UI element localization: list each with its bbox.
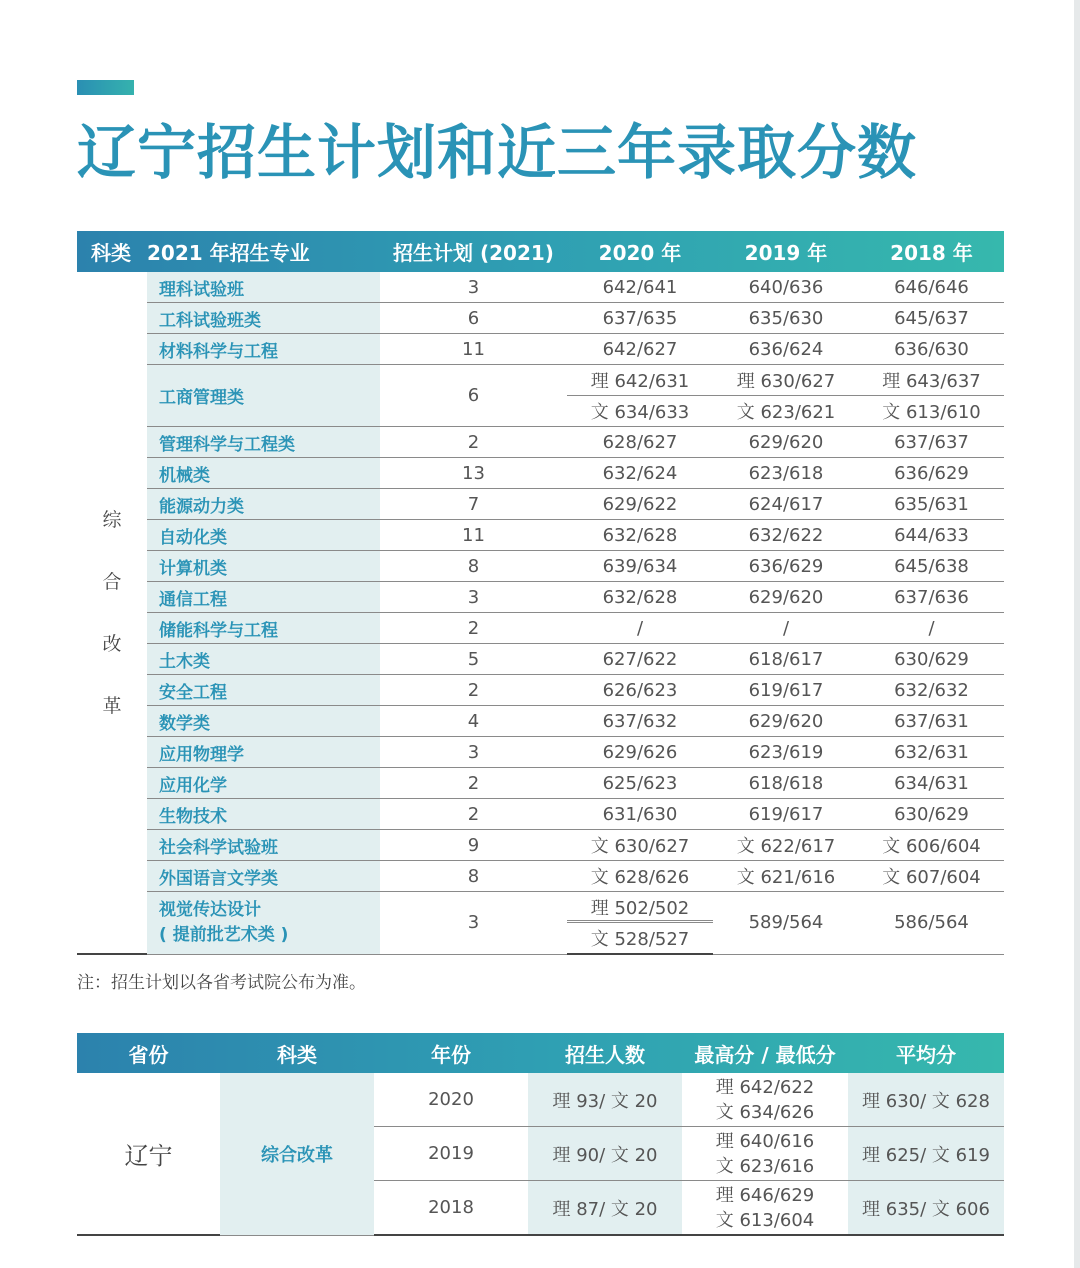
- page-title: 辽宁招生计划和近三年录取分数: [77, 118, 918, 187]
- header-2018: 2018 年: [890, 241, 973, 265]
- table-row: [77, 272, 1004, 303]
- major-name: 土木类: [147, 644, 380, 675]
- major-name-line2: ( 提前批艺术类 ): [159, 924, 289, 945]
- score-2018: 586/564: [859, 892, 1004, 955]
- score-2018: 636/630: [859, 334, 1004, 365]
- score-2019: 618/618: [713, 768, 859, 799]
- average-cell: 理 635/ 文 606: [848, 1181, 1004, 1236]
- major-name: 应用物理学: [147, 737, 380, 768]
- plan-count: 6: [380, 365, 567, 427]
- max-score: 理 640/616: [715, 1130, 815, 1152]
- category-cell: [77, 272, 147, 954]
- score-2019: 629/620: [713, 706, 859, 737]
- score-2019: 619/617: [713, 799, 859, 830]
- plan-count: 11: [380, 520, 567, 551]
- major-name: 生物技术: [147, 799, 380, 830]
- score-2020: 629/626: [567, 737, 713, 768]
- table-row: [77, 830, 1004, 861]
- score-2020-science: [567, 892, 713, 923]
- score-2020: 637/635: [567, 303, 713, 334]
- score-2019: 623/618: [713, 458, 859, 489]
- major-name: 工科试验班类: [147, 303, 380, 334]
- page-edge: [1074, 0, 1080, 1268]
- score-2020: 文 628/626: [567, 861, 713, 892]
- score-2018: 文 607/604: [859, 861, 1004, 892]
- score-2019: 文 621/616: [713, 861, 859, 892]
- score-2020: 642/627: [567, 334, 713, 365]
- max-min-cell: [682, 1181, 848, 1236]
- average-cell: 理 625/ 文 619: [848, 1127, 1004, 1181]
- score-2020: 627/622: [567, 644, 713, 675]
- score-2020: 642/641: [567, 272, 713, 303]
- category-char: 综: [102, 508, 122, 531]
- score-2019: 623/619: [713, 737, 859, 768]
- table-row: [77, 427, 1004, 458]
- header-max-min: 最高分 / 最低分: [694, 1042, 836, 1067]
- score-2020-science-value: 理 502/502: [567, 894, 713, 921]
- score-2019: 589/564: [713, 892, 859, 955]
- table-row: [77, 613, 1004, 644]
- min-score: 文 613/604: [715, 1209, 815, 1231]
- score-2019: 636/624: [713, 334, 859, 365]
- table-row: [77, 892, 1004, 923]
- major-name: 储能科学与工程: [147, 613, 380, 644]
- header-2019: 2019 年: [744, 241, 828, 265]
- plan-count: 3: [380, 582, 567, 613]
- table-row: [77, 799, 1004, 830]
- table-row: [77, 303, 1004, 334]
- table-row: [77, 706, 1004, 737]
- score-2018: 637/631: [859, 706, 1004, 737]
- header-major: 2021 年招生专业: [147, 241, 310, 265]
- major-name-line1: 视觉传达设计: [159, 899, 261, 920]
- max-min-cell: [682, 1073, 848, 1127]
- score-2018: 646/646: [859, 272, 1004, 303]
- year-cell: 2018: [374, 1181, 528, 1236]
- table-row: [77, 365, 1004, 396]
- header-plan: 招生计划 (2021): [393, 241, 554, 265]
- table-row: [77, 458, 1004, 489]
- table-row: [77, 768, 1004, 799]
- table-row: [77, 737, 1004, 768]
- score-2018: 636/629: [859, 458, 1004, 489]
- title-accent-bar: [77, 80, 134, 95]
- plan-count: 6: [380, 303, 567, 334]
- score-2018: 635/631: [859, 489, 1004, 520]
- score-2018: 文 606/604: [859, 830, 1004, 861]
- table-row: [77, 489, 1004, 520]
- max-score: 理 646/629: [715, 1184, 815, 1206]
- category-char: 合: [102, 570, 122, 593]
- major-name: 社会科学试验班: [147, 830, 380, 861]
- score-2019-science: 理 630/627: [713, 365, 859, 396]
- table-header-row: [77, 1033, 1004, 1073]
- max-score: 理 642/622: [715, 1076, 815, 1098]
- score-2019: 640/636: [713, 272, 859, 303]
- plan-count: 8: [380, 551, 567, 582]
- score-2018: 637/637: [859, 427, 1004, 458]
- score-2018: /: [859, 613, 1004, 644]
- score-2020: 637/632: [567, 706, 713, 737]
- score-2020: /: [567, 613, 713, 644]
- min-score: 文 623/616: [715, 1155, 815, 1177]
- year-cell: 2019: [374, 1127, 528, 1181]
- major-name: 工商管理类: [147, 365, 380, 427]
- plan-count: 2: [380, 799, 567, 830]
- score-2018: 645/637: [859, 303, 1004, 334]
- header-average: 平均分: [896, 1042, 956, 1067]
- plan-count: 3: [380, 737, 567, 768]
- score-2018: 632/632: [859, 675, 1004, 706]
- count-cell: 理 87/ 文 20: [528, 1181, 682, 1236]
- table-header-row: [77, 231, 1004, 272]
- major-name: 计算机类: [147, 551, 380, 582]
- major-name: 能源动力类: [147, 489, 380, 520]
- plan-count: 2: [380, 613, 567, 644]
- major-name: 通信工程: [147, 582, 380, 613]
- plan-count: 2: [380, 427, 567, 458]
- category-cell: 综合改革: [220, 1073, 374, 1235]
- table-row: [77, 551, 1004, 582]
- score-2018: 630/629: [859, 644, 1004, 675]
- score-2019: 文 622/617: [713, 830, 859, 861]
- table-row: [77, 644, 1004, 675]
- score-2018: 632/631: [859, 737, 1004, 768]
- score-2019: 629/620: [713, 427, 859, 458]
- score-2019: 635/630: [713, 303, 859, 334]
- header-year: 年份: [431, 1042, 471, 1067]
- max-min-cell: [682, 1127, 848, 1181]
- score-2020: 639/634: [567, 551, 713, 582]
- score-2018-arts: 文 613/610: [859, 396, 1004, 427]
- min-score: 文 634/626: [715, 1101, 815, 1123]
- score-2018-science: 理 643/637: [859, 365, 1004, 396]
- table-row: [77, 675, 1004, 706]
- average-cell: 理 630/ 文 628: [848, 1073, 1004, 1127]
- score-2020: 632/628: [567, 520, 713, 551]
- score-2019: 618/617: [713, 644, 859, 675]
- score-2019-arts: 文 623/621: [713, 396, 859, 427]
- plan-count: 2: [380, 768, 567, 799]
- score-2020: 625/623: [567, 768, 713, 799]
- major-name: 外国语言文学类: [147, 861, 380, 892]
- category-char: 改: [102, 632, 122, 655]
- category-char: 革: [102, 694, 122, 717]
- major-name: 材料科学与工程: [147, 334, 380, 365]
- admission-plan-table: [77, 231, 1004, 955]
- admission-summary-table: [77, 1033, 1004, 1236]
- header-category: 科类: [91, 241, 131, 265]
- plan-count: 2: [380, 675, 567, 706]
- major-name: 自动化类: [147, 520, 380, 551]
- score-2018: 630/629: [859, 799, 1004, 830]
- count-cell: 理 90/ 文 20: [528, 1127, 682, 1181]
- plan-count: 11: [380, 334, 567, 365]
- score-2019: 619/617: [713, 675, 859, 706]
- score-2019: 624/617: [713, 489, 859, 520]
- header-2020: 2020 年: [598, 241, 682, 265]
- table-row: [77, 334, 1004, 365]
- major-name: 管理科学与工程类: [147, 427, 380, 458]
- score-2020-science: 理 642/631: [567, 365, 713, 396]
- table-row: [77, 520, 1004, 551]
- plan-count: 5: [380, 644, 567, 675]
- score-2020: 632/628: [567, 582, 713, 613]
- score-2019: 632/622: [713, 520, 859, 551]
- score-2020: 631/630: [567, 799, 713, 830]
- score-2018: 644/633: [859, 520, 1004, 551]
- score-2019: /: [713, 613, 859, 644]
- header-province: 省份: [128, 1042, 169, 1067]
- year-cell: 2020: [374, 1073, 528, 1127]
- province-cell: 辽宁: [77, 1073, 220, 1235]
- plan-count: 8: [380, 861, 567, 892]
- score-2019: 636/629: [713, 551, 859, 582]
- score-2018: 634/631: [859, 768, 1004, 799]
- table-row: [77, 1073, 1004, 1127]
- count-cell: 理 93/ 文 20: [528, 1073, 682, 1127]
- major-name: 机械类: [147, 458, 380, 489]
- major-name: 应用化学: [147, 768, 380, 799]
- score-2020: 632/624: [567, 458, 713, 489]
- score-2019: 629/620: [713, 582, 859, 613]
- plan-count: 4: [380, 706, 567, 737]
- table-row: [77, 861, 1004, 892]
- header-category: 科类: [277, 1042, 317, 1067]
- table-row: [77, 582, 1004, 613]
- footnote: 注：招生计划以各省考试院公布为准。: [77, 973, 366, 993]
- plan-count: 3: [380, 272, 567, 303]
- score-2020: 626/623: [567, 675, 713, 706]
- major-name: 安全工程: [147, 675, 380, 706]
- score-2018: 637/636: [859, 582, 1004, 613]
- score-2020: 文 630/627: [567, 830, 713, 861]
- plan-count: 9: [380, 830, 567, 861]
- score-2020-arts: 文 528/527: [567, 923, 713, 955]
- plan-count: 3: [380, 892, 567, 955]
- score-2020-arts: 文 634/633: [567, 396, 713, 427]
- plan-count: 7: [380, 489, 567, 520]
- score-2020: 629/622: [567, 489, 713, 520]
- score-2020: 628/627: [567, 427, 713, 458]
- score-2018: 645/638: [859, 551, 1004, 582]
- major-name: 理科试验班: [147, 272, 380, 303]
- plan-count: 13: [380, 458, 567, 489]
- header-count: 招生人数: [565, 1042, 645, 1067]
- major-name: [147, 892, 380, 955]
- major-name: 数学类: [147, 706, 380, 737]
